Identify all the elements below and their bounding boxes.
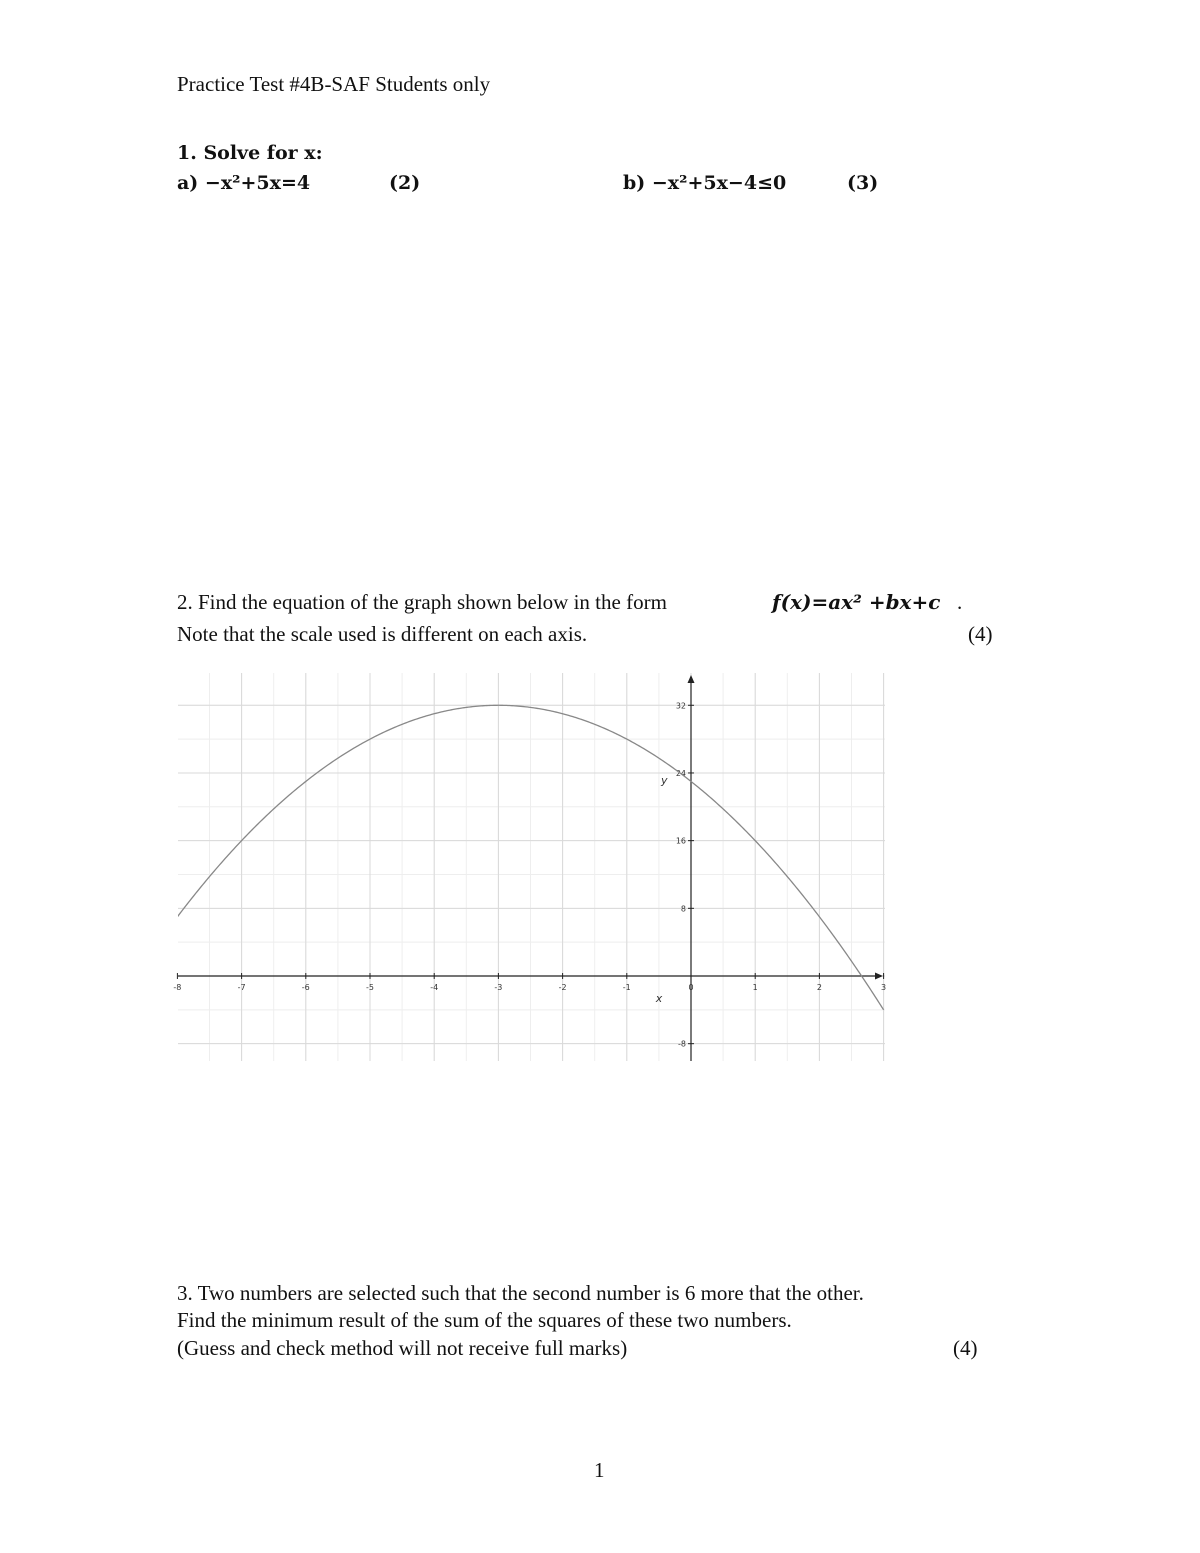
x-tick-label: 0 [688, 983, 694, 992]
q1a-marks: (2) [389, 172, 421, 194]
y-tick-label: 16 [675, 836, 686, 846]
x-tick-label: -4 [430, 983, 439, 992]
x-tick-label: 2 [816, 983, 822, 992]
y-tick-label: 32 [675, 701, 686, 711]
q1-heading: 1. Solve for x: [177, 142, 323, 164]
q3-line3: (Guess and check method will not receive full marks) [177, 1336, 628, 1360]
x-tick-label: -7 [237, 983, 246, 992]
q1b-marks: (3) [847, 172, 879, 194]
q1a-equation: a) −x²+5x=4 [177, 172, 311, 194]
q1b-inequality: b) −x²+5x−4≤0 [623, 172, 787, 194]
y-tick-label: 8 [680, 904, 686, 914]
x-tick-label: 1 [752, 983, 758, 992]
q2-formula-period: . [957, 590, 963, 614]
x-tick-label: -3 [494, 983, 503, 992]
x-tick-label: -8 [173, 983, 182, 992]
q2-marks: (4) [968, 622, 993, 646]
q2-formula: f(x)=ax² +bx+c [772, 590, 941, 614]
q3-marks: (4) [953, 1336, 978, 1360]
x-tick-label: -6 [301, 983, 310, 992]
q3-line1: 3. Two numbers are selected such that the second number is 6 more that the other. [177, 1281, 864, 1305]
parabola-graph [173, 673, 887, 1061]
q3-line2: Find the minimum result of the sum of the squares of these two numbers. [177, 1308, 792, 1332]
q2-question: 2. Find the equation of the graph shown below in the form [177, 590, 667, 614]
x-axis-label: x [655, 992, 663, 1005]
x-tick-label: -1 [622, 983, 631, 992]
x-tick-label: -5 [366, 983, 374, 992]
x-tick-label: -2 [558, 983, 567, 992]
x-tick-label: 3 [881, 983, 887, 992]
q2-note: Note that the scale used is different on each axis. [177, 622, 588, 646]
y-tick-label: 24 [675, 768, 686, 778]
y-axis-label: y [661, 773, 668, 787]
y-tick-label: -8 [678, 1039, 686, 1049]
page-title: Practice Test #4B-SAF Students only [177, 72, 491, 96]
page-number: 1 [594, 1458, 605, 1482]
